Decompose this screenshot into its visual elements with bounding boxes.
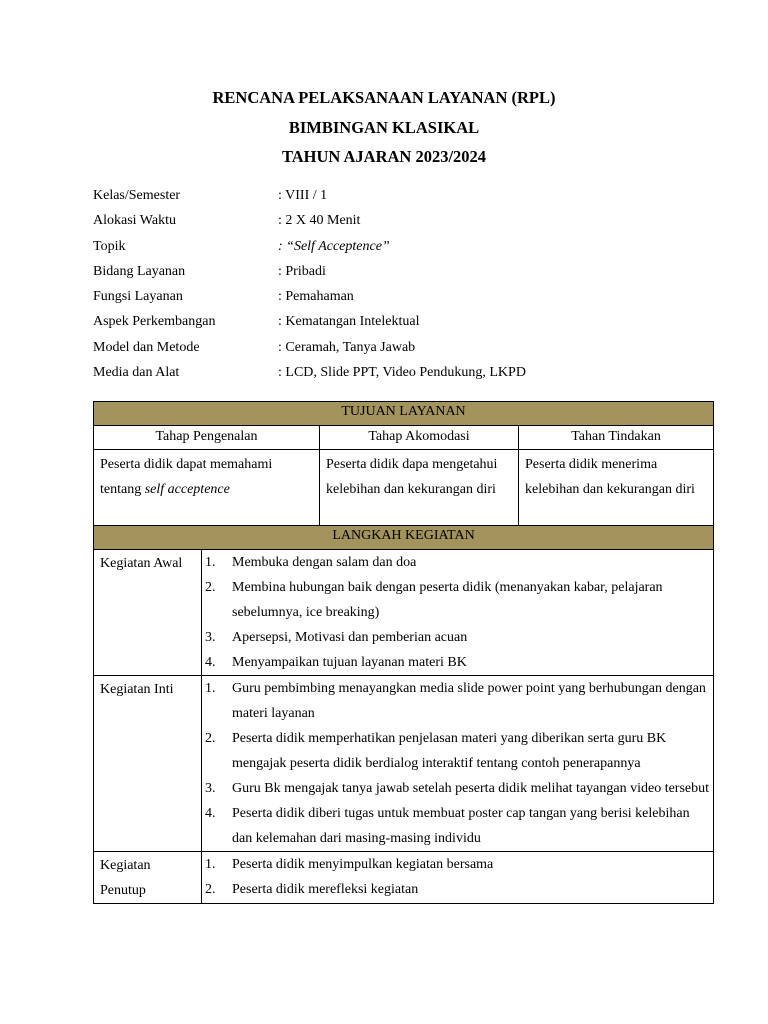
kegiatan-inti-label: Kegiatan Inti: [94, 676, 202, 852]
step-number: 3.: [205, 630, 216, 645]
doc-subtitle: BIMBINGAN KLASIKAL: [288, 118, 480, 137]
list-item: [202, 676, 713, 726]
step-number: 4.: [205, 655, 216, 670]
meta-row-kelas: [93, 186, 713, 211]
meta-value: : Kematangan Intelektual: [278, 314, 420, 330]
meta-value: : Pemahaman: [278, 289, 354, 305]
meta-row-fungsi: [93, 287, 713, 312]
list-item: [202, 575, 713, 625]
meta-row-model: [93, 338, 713, 363]
meta-label: Bidang Layanan: [93, 263, 186, 279]
meta-label: Topik: [93, 238, 126, 254]
step-number: 4.: [205, 806, 216, 821]
meta-row-aspek: [93, 312, 713, 337]
list-item: [202, 625, 713, 650]
kegiatan-penutup-steps: [202, 852, 714, 904]
list-item: [202, 852, 713, 877]
meta-value: : Pribadi: [278, 263, 326, 279]
meta-value: : LCD, Slide PPT, Video Pendukung, LKPD: [278, 365, 526, 381]
step-text: Guru Bk mengajak tanya jawab setelah peserta didik melihat tayangan video tersebut: [232, 781, 710, 796]
tujuan-header: TUJUAN LAYANAN: [94, 402, 714, 426]
tujuan-pengenalan-italic: self acceptence: [144, 482, 230, 497]
step-number: 1.: [205, 555, 216, 570]
step-text: Membuka dengan salam dan doa: [232, 555, 417, 570]
list-item: [202, 776, 713, 801]
step-number: 2.: [205, 731, 216, 746]
doc-title: RENCANA PELAKSANAAN LAYANAN (RPL): [212, 88, 556, 107]
tujuan-pengenalan-text: Peserta didik dapat memahami tentang: [100, 457, 273, 497]
step-text: Peserta didik menyimpulkan kegiatan bersama: [232, 857, 494, 872]
step-number: 2.: [205, 882, 216, 897]
list-item: [202, 877, 713, 902]
tujuan-tindakan-cell: Peserta didik menerima kelebihan dan kekurangan diri: [519, 450, 714, 526]
tujuan-akomodasi-cell: Peserta didik dapa mengetahui kelebihan dan kekurangan diri: [320, 450, 519, 526]
tujuan-pengenalan-cell: [94, 450, 320, 526]
step-text: Menyampaikan tujuan layanan materi BK: [232, 655, 467, 670]
step-number: 3.: [205, 781, 216, 796]
meta-value: : VIII / 1: [278, 188, 328, 203]
meta-label: Alokasi Waktu: [93, 213, 176, 229]
meta-label: Media dan Alat: [93, 365, 180, 381]
step-text: Peserta didik diberi tugas untuk membuat poster cap tangan yang berisi kelebihan dan kelemahan dari masing-masing individu: [232, 806, 690, 846]
step-number: 2.: [205, 580, 216, 595]
meta-row-media: [93, 363, 713, 388]
list-item: [202, 726, 713, 776]
meta-value: : “Self Acceptence”: [278, 238, 390, 254]
doc-year: TAHUN AJARAN 2023/2024: [281, 147, 487, 166]
column-header-tindakan: Tahan Tindakan: [519, 426, 714, 450]
meta-label: Model dan Metode: [93, 339, 200, 355]
step-text: Peserta didik memperhatikan penjelasan materi yang diberikan serta guru BK mengajak peserta didik berdialog interaktif tentang contoh penerapannya: [232, 731, 667, 771]
meta-label: Kelas/Semester: [93, 188, 181, 203]
kegiatan-awal-label: Kegiatan Awal: [94, 550, 202, 676]
list-item: [202, 550, 713, 575]
list-item: [202, 801, 713, 851]
meta-label: Aspek Perkembangan: [93, 314, 216, 330]
step-text: Peserta didik merefleksi kegiatan: [232, 882, 419, 897]
step-text: Apersepsi, Motivasi dan pemberian acuan: [232, 630, 468, 645]
list-item: [202, 650, 713, 675]
kegiatan-inti-steps: [202, 676, 714, 852]
langkah-header: LANGKAH KEGIATAN: [94, 526, 714, 550]
meta-value: : 2 X 40 Menit: [278, 213, 361, 229]
column-header-pengenalan: Tahap Pengenalan: [94, 426, 320, 450]
meta-row-topik: [93, 237, 713, 262]
column-header-akomodasi: Tahap Akomodasi: [320, 426, 519, 450]
meta-row-bidang: [93, 262, 713, 287]
kegiatan-penutup-label: Kegiatan Penutup: [94, 852, 202, 904]
kegiatan-awal-steps: [202, 550, 714, 676]
meta-value: : Ceramah, Tanya Jawab: [278, 339, 416, 355]
meta-label: Fungsi Layanan: [93, 289, 183, 305]
step-number: 1.: [205, 681, 216, 696]
step-text: Guru pembimbing menayangkan media slide power point yang berhubungan dengan materi layanan: [232, 681, 706, 721]
step-text: Membina hubungan baik dengan peserta didik (menanyakan kabar, pelajaran sebelumnya, ice breaking): [232, 580, 663, 620]
meta-section: [93, 186, 713, 388]
meta-row-alokasi: [93, 211, 713, 236]
step-number: 1.: [205, 857, 216, 872]
rpl-table: [93, 401, 714, 904]
